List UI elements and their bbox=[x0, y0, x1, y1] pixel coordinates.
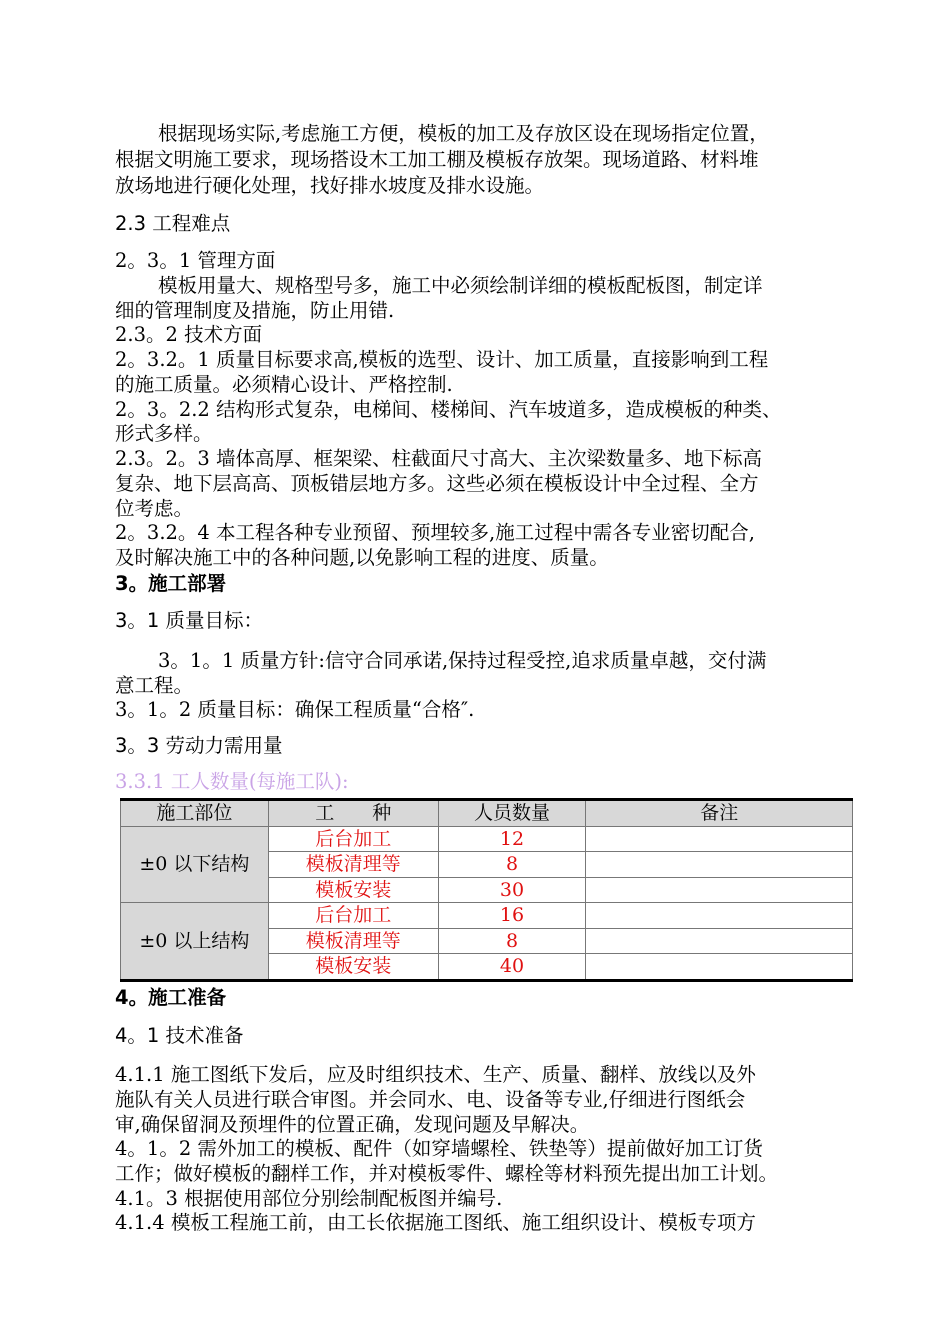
prep-line: 4.1.4 模板工程施工前，由工长依据施工图纸、施工组织设计、模板专项方 bbox=[115, 1211, 756, 1234]
count-cell: 8 bbox=[438, 852, 586, 878]
prep-line: 审,确保留洞及预埋件的位置正确，发现问题及早解决。 bbox=[115, 1113, 590, 1136]
count-cell: 40 bbox=[438, 954, 586, 981]
heading-4-1: 4。1 技术准备 bbox=[115, 1024, 244, 1047]
note-cell bbox=[586, 877, 853, 903]
tech-line: 及时解决施工中的各种问题,以免影响工程的进度、质量。 bbox=[115, 546, 609, 569]
trade-cell: 后台加工 bbox=[268, 826, 438, 852]
site-paragraph-line: 放场地进行硬化处理，找好排水坡度及排水设施。 bbox=[115, 174, 545, 197]
trade-cell: 后台加工 bbox=[268, 903, 438, 929]
trade-cell: 模板安装 bbox=[268, 877, 438, 903]
tech-line: 2。3。2.2 结构形式复杂，电梯间、楼梯间、汽车坡道多，造成模板的种类、 bbox=[115, 398, 782, 421]
col-header-trade: 工 种 bbox=[268, 800, 438, 827]
col-header-location: 施工部位 bbox=[121, 800, 269, 827]
heading-3-1: 3。1 质量目标： bbox=[115, 609, 264, 632]
tech-line: 复杂、地下层高高、顶板错层地方多。这些必须在模板设计中全过程、全方 bbox=[115, 472, 759, 495]
count-cell: 16 bbox=[438, 903, 586, 929]
prep-line: 工作；做好模板的翻样工作，并对模板零件、螺栓等材料预先提出加工计划。 bbox=[115, 1162, 779, 1185]
management-paragraph-line: 细的管理制度及措施，防止用错. bbox=[115, 299, 395, 322]
table-header-row bbox=[121, 800, 853, 827]
count-cell: 12 bbox=[438, 826, 586, 852]
heading-2-3-1: 2。3。1 管理方面 bbox=[115, 249, 276, 272]
trade-cell: 模板清理等 bbox=[268, 928, 438, 954]
group-above-zero: ±0 以上结构 bbox=[121, 903, 269, 981]
heading-2-3-2: 2.3。2 技术方面 bbox=[115, 323, 263, 346]
col-header-count: 人员数量 bbox=[438, 800, 586, 827]
heading-3-3-1: 3.3.1 工人数量(每施工队): bbox=[115, 770, 349, 793]
col-header-note: 备注 bbox=[586, 800, 853, 827]
trade-cell: 模板清理等 bbox=[268, 852, 438, 878]
note-cell bbox=[586, 903, 853, 929]
tech-line: 2。3.2。4 本工程各种专业预留、预埋较多,施工过程中需各专业密切配合, bbox=[115, 521, 755, 544]
quality-line: 意工程。 bbox=[115, 674, 194, 697]
tech-line: 2.3。2。3 墙体高厚、框架梁、柱截面尺寸高大、主次梁数量多、地下标高 bbox=[115, 447, 763, 470]
site-paragraph-line: 根据现场实际,考虑施工方便，模板的加工及存放区设在现场指定位置， bbox=[158, 122, 769, 145]
count-cell: 30 bbox=[438, 877, 586, 903]
prep-line: 4.1.1 施工图纸下发后，应及时组织技术、生产、质量、翻样、放线以及外 bbox=[115, 1063, 756, 1086]
management-paragraph-line: 模板用量大、规格型号多，施工中必须绘制详细的模板配板图，制定详 bbox=[158, 274, 763, 297]
count-cell: 8 bbox=[438, 928, 586, 954]
tech-line: 的施工质量。必须精心设计、严格控制. bbox=[115, 373, 453, 396]
trade-cell: 模板安装 bbox=[268, 954, 438, 981]
quality-line: 3。1。2 质量目标：确保工程质量“合格″. bbox=[115, 698, 475, 721]
prep-line: 4。1。2 需外加工的模板、配件（如穿墙螺栓、铁垫等）提前做好加工订货 bbox=[115, 1137, 763, 1160]
note-cell bbox=[586, 826, 853, 852]
prep-line: 4.1。3 根据使用部位分别绘制配板图并编号. bbox=[115, 1187, 503, 1210]
table-row bbox=[121, 826, 853, 852]
note-cell bbox=[586, 852, 853, 878]
group-below-zero: ±0 以下结构 bbox=[121, 826, 269, 903]
note-cell bbox=[586, 954, 853, 981]
heading-2-3: 2.3 工程难点 bbox=[115, 212, 231, 235]
site-paragraph-line: 根据文明施工要求，现场搭设木工加工棚及模板存放架。现场道路、材料堆 bbox=[115, 148, 759, 171]
heading-3-3: 3。3 劳动力需用量 bbox=[115, 734, 283, 757]
labor-table bbox=[120, 798, 853, 982]
table-row bbox=[121, 903, 853, 929]
heading-3: 3。施工部署 bbox=[115, 572, 227, 595]
tech-line: 位考虑。 bbox=[115, 497, 194, 520]
tech-line: 形式多样。 bbox=[115, 422, 213, 445]
prep-line: 施队有关人员进行联合审图。并会同水、电、设备等专业,仔细进行图纸会 bbox=[115, 1088, 746, 1111]
heading-4: 4。施工准备 bbox=[115, 986, 227, 1009]
note-cell bbox=[586, 928, 853, 954]
tech-line: 2。3.2。1 质量目标要求高,模板的选型、设计、加工质量，直接影响到工程 bbox=[115, 348, 769, 371]
quality-line: 3。1。1 质量方针:信守合同承诺,保持过程受控,追求质量卓越，交付满 bbox=[158, 649, 767, 672]
